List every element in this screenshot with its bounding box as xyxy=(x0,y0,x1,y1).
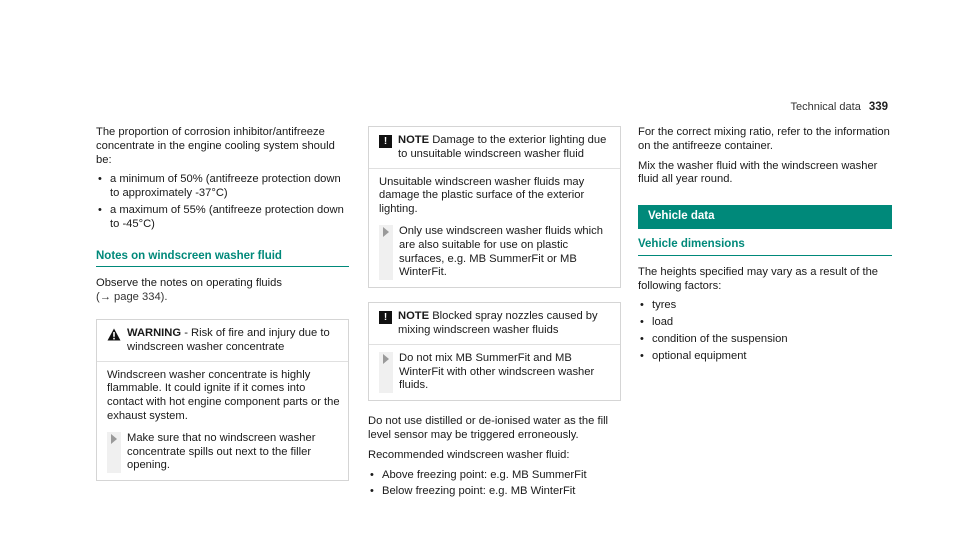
list-item: • load xyxy=(638,316,892,330)
note-header xyxy=(369,127,620,169)
note-header xyxy=(369,303,620,345)
mix-year-round-paragraph: Mix the washer fluid with the windscreen washer fluid all year round. xyxy=(638,159,878,186)
note-text: Damage to the exterior lighting due to unsuitable windscreen washer fluid xyxy=(398,134,607,160)
list-item: • a minimum of 50% (antifreeze protection down to approximately -37°C) xyxy=(96,173,349,201)
height-factors-list xyxy=(638,299,892,363)
column-2 xyxy=(368,126,621,503)
list-item: • Below freezing point: e.g. MB WinterFit xyxy=(368,485,621,499)
note-instruction xyxy=(379,352,612,393)
recommended-fluid-list xyxy=(368,469,621,500)
list-item: • a maximum of 55% (antifreeze protection down to -45°C) xyxy=(96,204,349,232)
distilled-water-paragraph: Do not use distilled or de-ionised water as the fill level sensor may be triggered erroneously. xyxy=(368,415,609,441)
column-3 xyxy=(638,126,892,368)
page-reference-link[interactable]: (→ page 334). xyxy=(96,291,168,304)
warning-box xyxy=(96,319,349,481)
page-header xyxy=(790,101,888,115)
instruction-text: Only use windscreen washer fluids which are also suitable for use on plastic surfaces, e.g. MB SummerFit or MB WinterFit. xyxy=(399,224,603,279)
exclamation-icon: ! xyxy=(379,311,392,324)
note-label: NOTE xyxy=(398,310,430,323)
arrow-right-icon xyxy=(383,227,389,237)
mixing-ratio-paragraph: For the correct mixing ratio, refer to the information on the antifreeze container. xyxy=(638,126,890,152)
warning-header xyxy=(97,320,348,362)
heights-intro-paragraph: The heights specified may vary as a result of the following factors: xyxy=(638,265,879,292)
coolant-proportion-list xyxy=(96,173,349,231)
warning-label: WARNING xyxy=(127,326,182,339)
exclamation-icon: ! xyxy=(379,135,392,148)
observe-text: Observe the notes on operating fluids xyxy=(96,277,282,290)
vehicle-data-section-heading: Vehicle data xyxy=(638,205,892,229)
instruction-bar xyxy=(107,432,121,473)
note-body xyxy=(369,169,620,288)
note-box-exterior-lighting xyxy=(368,126,621,288)
note-body xyxy=(369,345,620,400)
column-1 xyxy=(96,126,349,495)
running-header-section: Technical data xyxy=(790,101,861,113)
warning-instruction xyxy=(107,432,340,473)
warning-body xyxy=(97,362,348,481)
note-title xyxy=(398,310,612,338)
vehicle-dimensions-subheading: Vehicle dimensions xyxy=(638,238,892,256)
recommended-fluid-paragraph: Recommended windscreen washer fluid: xyxy=(368,448,570,461)
instruction-text: Do not mix MB SummerFit and MB WinterFit with other windscreen washer fluids. xyxy=(399,351,595,392)
instruction-text: Make sure that no windscreen washer concentrate spills out next to the filler opening. xyxy=(127,431,316,472)
note-text: Blocked spray nozzles caused by mixing windscreen washer fluids xyxy=(398,310,598,336)
observe-paragraph xyxy=(96,277,349,305)
arrow-right-icon xyxy=(111,434,117,444)
warning-title xyxy=(127,327,340,355)
instruction-bar xyxy=(379,225,393,280)
warning-text: - Risk of fire and injury due to windscreen washer concentrate xyxy=(127,326,330,353)
note-instruction xyxy=(379,225,612,280)
note-box-spray-nozzles xyxy=(368,302,621,401)
note-label: NOTE xyxy=(398,134,430,146)
intro-paragraph: The proportion of corrosion inhibitor/antifreeze concentrate in the engine cooling system should be: xyxy=(96,126,335,166)
instruction-bar xyxy=(379,352,393,393)
list-item: • Above freezing point: e.g. MB SummerFit xyxy=(368,469,621,483)
note-description: Unsuitable windscreen washer fluids may damage the plastic surface of the exterior lighting. xyxy=(379,175,585,216)
washer-fluid-subheading: Notes on windscreen washer fluid xyxy=(96,250,349,268)
list-item: • optional equipment xyxy=(638,350,892,364)
warning-description: Windscreen washer concentrate is highly flammable. It could ignite if it comes into contact with hot engine component parts or the exhaust system. xyxy=(107,368,340,422)
page-number: 339 xyxy=(868,101,888,113)
note-title xyxy=(398,134,612,162)
list-item: • condition of the suspension xyxy=(638,333,892,347)
arrow-right-icon xyxy=(383,354,389,364)
warning-triangle-icon xyxy=(107,328,121,341)
list-item: • tyres xyxy=(638,299,892,313)
